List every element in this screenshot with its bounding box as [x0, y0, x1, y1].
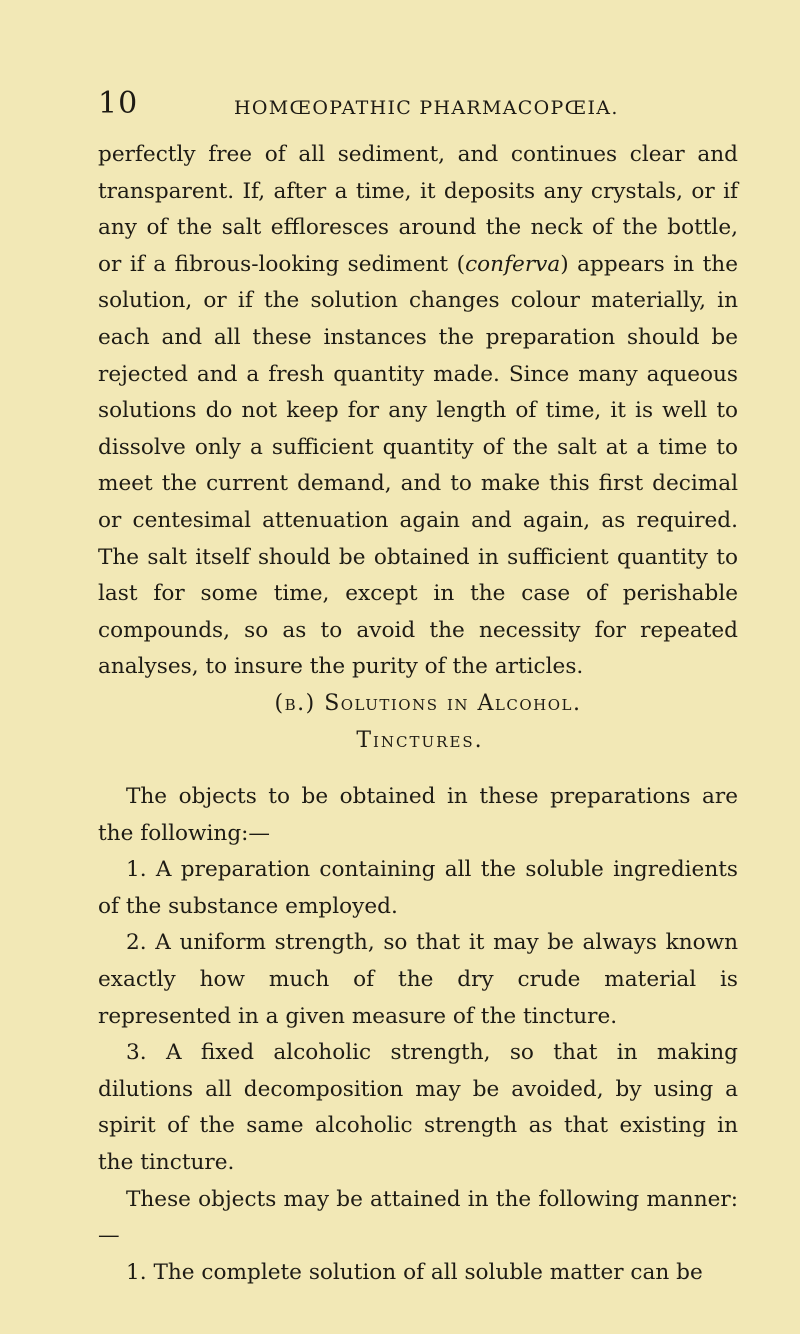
list-item: 1. A preparation containing all the soluble ingredients of the substance employed. [98, 857, 738, 919]
section-subheading: Tinctures. [356, 727, 484, 753]
running-title: HOMŒOPATHIC PHARMACOPŒIA. [234, 97, 619, 119]
section-heading: (b.) Solutions in Alcohol. [274, 690, 582, 716]
list-item: 3. A fixed alcoholic strength, so that in making dilutions all decomposition may be avoided, by using a spirit of the same alcoholic strength as that existing in the tincture. [98, 1040, 738, 1176]
paragraph-text: perfectly free of all sediment, and continues clear and transparent. If, after a time, it deposits any crystals, or if any of the salt effloresces around the neck of the bottle, or if a fibrous-looking sediment ( [98, 142, 738, 277]
body-text [98, 137, 738, 1291]
running-head [98, 86, 738, 126]
list-item: 2. A uniform strength, so that it may be always known exactly how much of the dry crude material is represented in a given measure of the tincture. [98, 930, 738, 1029]
paragraph-text: ) appears in the solution, or if the solution changes colour materially, in each and all these instances the preparation should be rejected and a fresh quantity made. Since many aqueous solutions do not keep for any length of time, it is well to dissolve only a sufficient quantity of the salt at a time to meet the current demand, and to make this first decimal or centesimal attenuation again and again, as required. The salt itself should be obtained in sufficient quantity to last for some time, except in the case of perishable compounds, so as to avoid the necessity for repeated analyses, to insure the purity of the articles. [98, 251, 738, 680]
list-item: 1. The complete solution of all soluble matter can be [126, 1259, 703, 1285]
paragraph-objects: The objects to be obtained in these preparations are the following:— [98, 784, 738, 846]
page-number: 10 [98, 86, 139, 121]
paragraph-continuation [98, 137, 738, 686]
italic-term: conferva [465, 251, 561, 277]
paragraph-manner: These objects may be attained in the following manner:— [98, 1186, 738, 1249]
